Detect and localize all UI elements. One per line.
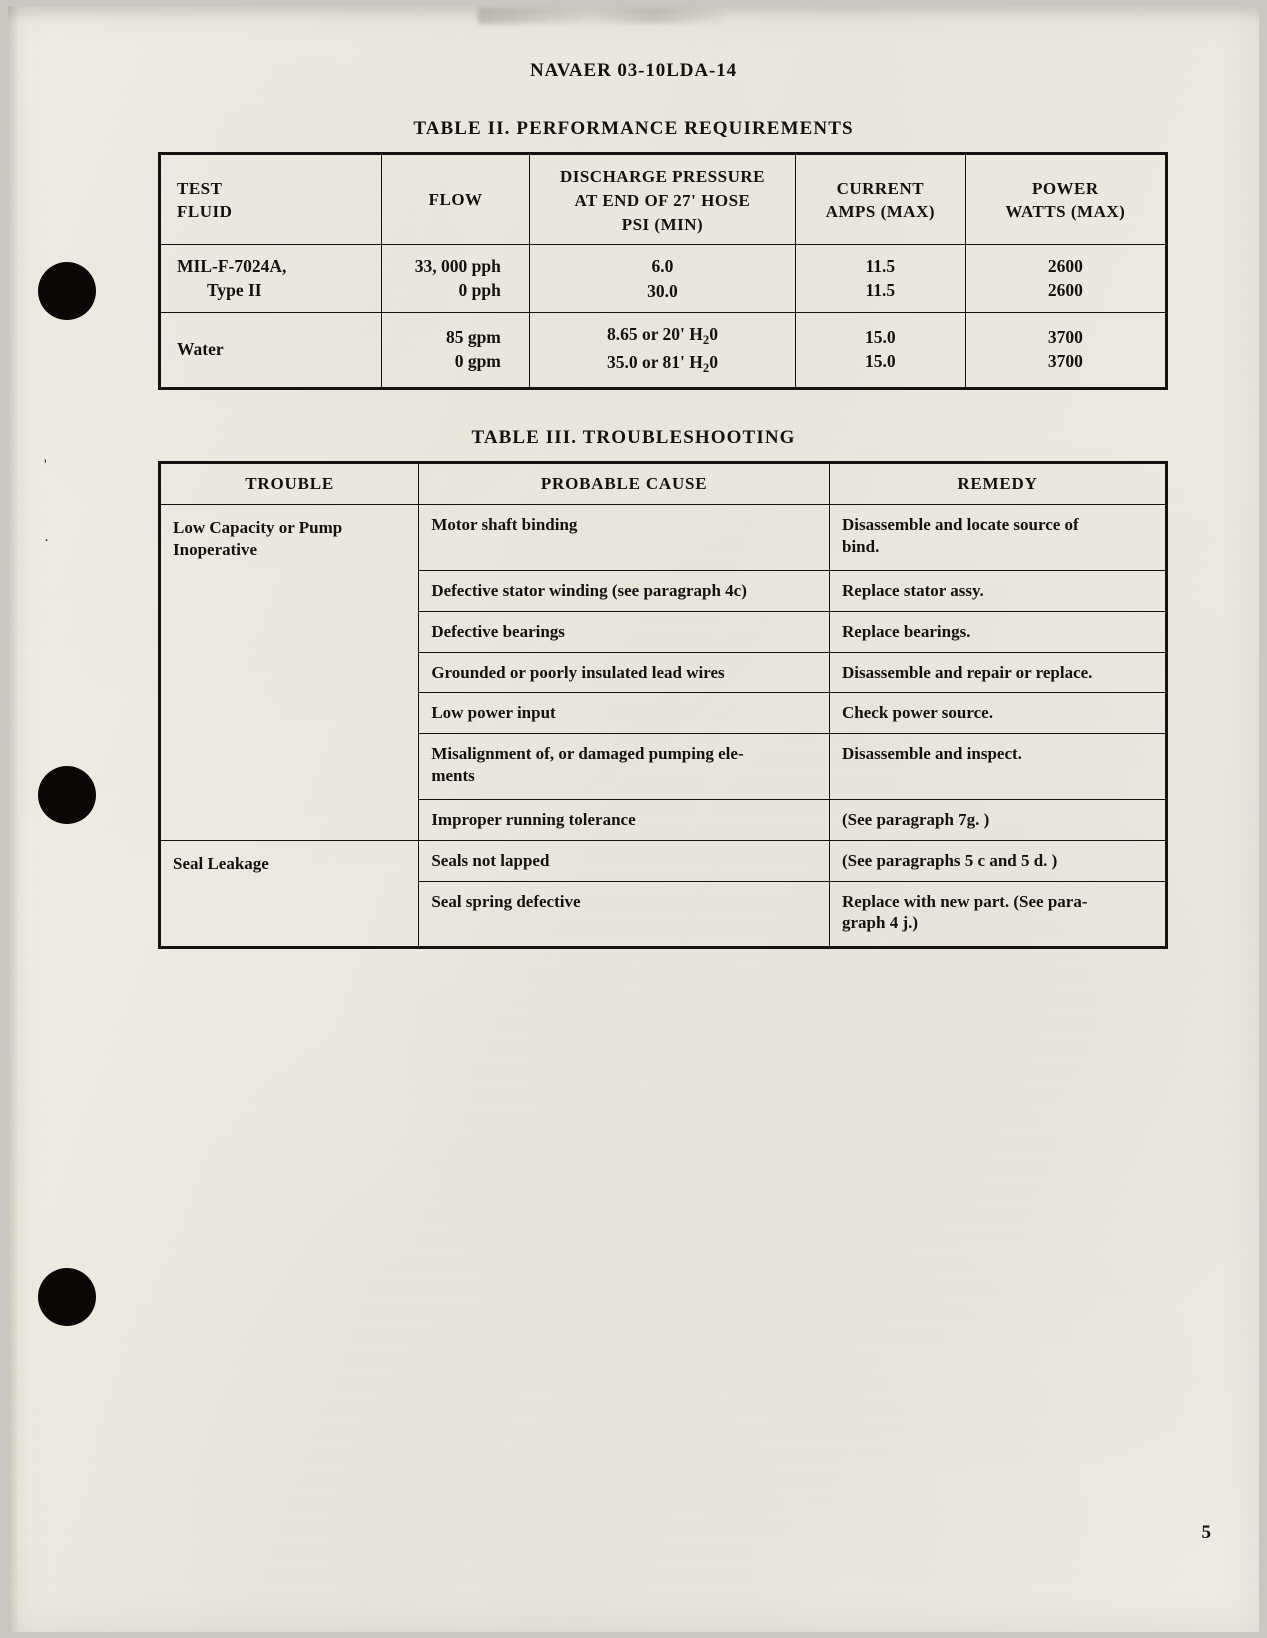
cell-test-fluid-line2: Type II [207,279,262,300]
troubleshooting-table [158,461,1168,949]
discharge-line2-text-a: 35.0 or 81' H [606,352,703,373]
col-header-trouble: TROUBLE [160,463,419,505]
cell-discharge-line1: 6.0 [651,256,674,277]
hole-punch-mark-3 [38,1268,96,1326]
cell-probable-cause-line1: Misalignment of, or damaged pumping ele- [431,744,744,763]
cell-probable-cause: Low power input [419,693,830,734]
col-header-test-fluid-line2: FLUID [177,201,233,221]
cell-remedy-line2: bind. [842,536,880,556]
cell-remedy-line1: Disassemble and locate source of [842,515,1079,534]
col-header-current [796,154,966,245]
cell-trouble-group-2 [160,840,419,947]
cell-current-line2: 11.5 [865,279,896,300]
cell-current-amps [796,245,966,313]
cell-test-fluid-line1: Water [177,339,224,360]
cell-test-fluid [160,313,382,388]
table-3-title: TABLE III. TROUBLESHOOTING [471,427,796,448]
col-header-flow-line1: FLOW [428,190,483,210]
cell-power-watts [965,313,1166,388]
cell-flow [382,245,530,313]
cell-flow-line1: 85 gpm [445,327,501,348]
cell-trouble-group-1 [160,505,419,841]
col-header-discharge-line2: AT END OF 27' HOSE [574,190,751,210]
cell-remedy: (See paragraphs 5 c and 5 d. ) [830,840,1167,881]
col-header-test-fluid [160,154,382,245]
margin-tick-2: · [44,533,49,549]
cell-power-line2: 3700 [1047,351,1083,372]
cell-probable-cause-line2: ments [431,765,475,785]
cell-remedy-line2: graph 4 j.) [842,913,919,933]
col-header-power [965,154,1166,245]
col-header-test-fluid-line1: TEST [177,178,223,198]
cell-remedy: Check power source. [830,693,1167,734]
cell-probable-cause: Defective bearings [419,611,830,652]
cell-current-line1: 11.5 [865,256,896,277]
cell-flow-line2: 0 gpm [454,351,501,372]
col-header-current-line2: AMPS (MAX) [825,201,936,221]
hole-punch-mark-1 [38,262,96,320]
cell-remedy: Disassemble and repair or replace. [830,652,1167,693]
discharge-line2-text-b: 0 [709,352,718,373]
col-header-power-line1: POWER [1031,178,1099,198]
cell-trouble-line1: Seal Leakage [173,853,269,873]
cell-discharge-pressure [529,313,795,388]
top-smudge-artifact [478,8,728,24]
cell-power-line1: 2600 [1047,256,1083,277]
cell-probable-cause: Defective stator winding (see paragraph 4c) [419,571,830,612]
cell-power-watts [965,245,1166,313]
hole-punch-mark-2 [38,766,96,824]
cell-trouble-line2: Inoperative [173,539,258,559]
table-header-row [160,463,1167,505]
cell-probable-cause: Improper running tolerance [419,800,830,841]
table-header-row [160,154,1167,245]
cell-probable-cause [419,734,830,800]
left-edge-shadow [8,6,26,1632]
cell-remedy-line1: Replace with new part. (See para- [842,891,1088,911]
cell-trouble-line1: Low Capacity or Pump [173,518,343,537]
table-row [160,245,1167,313]
document-page [8,6,1259,1632]
margin-tick-1: ' [44,457,47,473]
cell-discharge-line1 [540,322,785,350]
discharge-line1-subscript: 2 [702,333,710,348]
cell-flow-line2: 0 pph [458,279,501,300]
cell-remedy [830,505,1167,571]
cell-remedy: Replace stator assy. [830,571,1167,612]
cell-current-amps [796,313,966,388]
cell-remedy: (See paragraph 7g. ) [830,800,1167,841]
table-row [160,313,1167,388]
col-header-current-line1: CURRENT [836,178,925,198]
cell-discharge-line2: 30.0 [647,280,678,301]
discharge-line1-text-a: 8.65 or 20' H [606,324,703,345]
top-edge-shadow [8,6,1259,22]
cell-remedy [830,881,1167,947]
cell-discharge-pressure [529,245,795,313]
document-header: NAVAER 03-10LDA-14 [529,60,738,81]
cell-probable-cause: Seal spring defective [419,881,830,947]
cell-probable-cause: Seals not lapped [419,840,830,881]
discharge-line1-text-b: 0 [709,324,718,345]
cell-power-line1: 3700 [1047,327,1083,348]
col-header-power-line2: WATTS (MAX) [1005,201,1126,221]
cell-flow [382,313,530,388]
cell-current-line2: 15.0 [865,351,896,372]
cell-test-fluid-line1: MIL-F-7024A, [177,256,287,277]
cell-discharge-line2 [540,350,785,378]
performance-requirements-table [158,152,1168,390]
page-number: 5 [1201,1522,1211,1543]
cell-current-line1: 15.0 [865,327,896,348]
cell-probable-cause: Grounded or poorly insulated lead wires [419,652,830,693]
table-2-title: TABLE II. PERFORMANCE REQUIREMENTS [413,118,854,139]
table-row [160,840,1167,881]
table-row [160,505,1167,571]
discharge-line2-subscript: 2 [702,361,710,376]
col-header-probable-cause: PROBABLE CAUSE [419,463,830,505]
col-header-remedy: REMEDY [830,463,1167,505]
cell-flow-line1: 33, 000 pph [414,256,501,277]
col-header-discharge-pressure [529,154,795,245]
cell-power-line2: 2600 [1047,279,1083,300]
cell-remedy: Disassemble and inspect. [830,734,1167,800]
col-header-discharge-line1: DISCHARGE PRESSURE [559,167,765,186]
cell-test-fluid [160,245,382,313]
col-header-flow [382,154,530,245]
col-header-discharge-line3: PSI (MIN) [621,214,704,234]
cell-probable-cause: Motor shaft binding [419,505,830,571]
cell-remedy: Replace bearings. [830,611,1167,652]
